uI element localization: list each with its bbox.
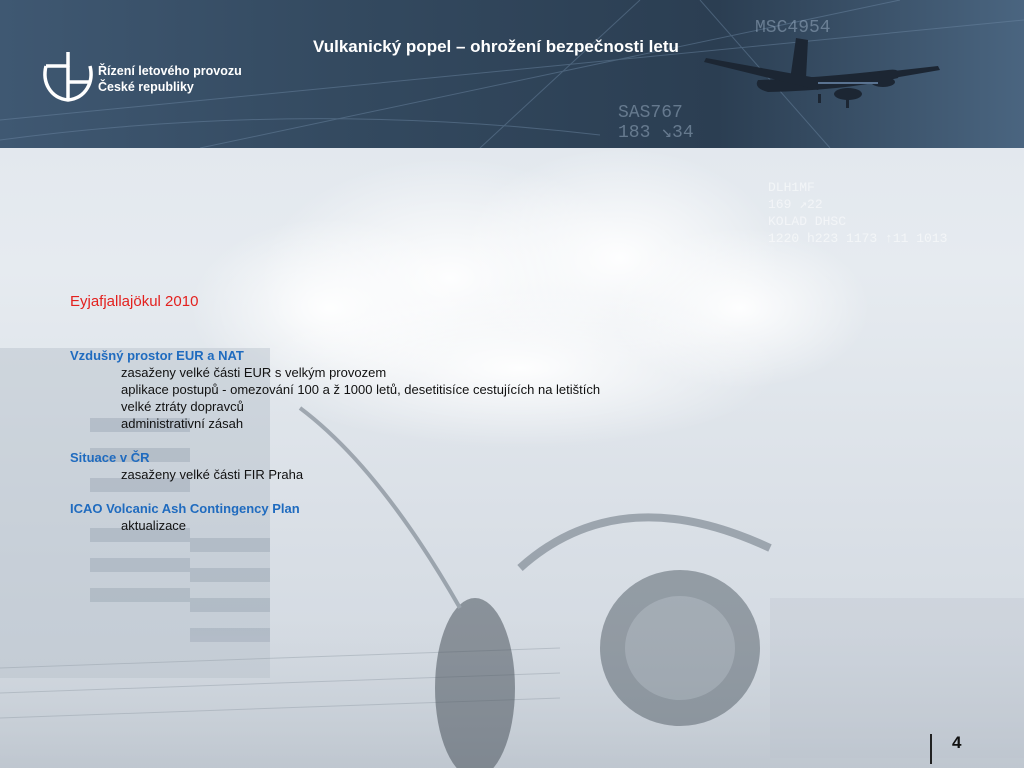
section-cr [70, 449, 770, 483]
list-item: administrativní zásah [121, 416, 244, 431]
svg-text:MSC4954: MSC4954 [755, 18, 831, 38]
rlp-logo-icon [40, 48, 96, 104]
logo-line-2: České republiky [98, 80, 194, 94]
svg-text:KOLAD DHSC: KOLAD DHSC [768, 214, 847, 229]
logo-line-1: Řízení letového provozu [98, 64, 242, 78]
svg-text:1220 h223 1173 ↑11 1013: 1220 h223 1173 ↑11 1013 [768, 231, 948, 246]
airplane-icon [698, 30, 943, 110]
header-banner [0, 0, 1024, 148]
slide-title: Vulkanický popel – ohrožení bezpečnosti letu [313, 37, 679, 56]
svg-text:SAS767: SAS767 [618, 103, 683, 123]
logo-text [98, 63, 242, 95]
list-item: zasaženy velké části EUR s velkým provozem [121, 365, 387, 380]
section-icao [70, 500, 770, 534]
section-eur-nat [70, 347, 770, 432]
list-item: velké ztráty dopravců [121, 399, 244, 414]
list-item: zasaženy velké části FIR Praha [121, 467, 304, 482]
section-title: Vzdušný prostor EUR a NAT [70, 348, 244, 363]
page-number: 4 [952, 733, 962, 752]
list-item: aplikace postupů - omezování 100 a ž 1000 letů, desetitisíce cestujících na letištích [121, 382, 601, 397]
section-title: ICAO Volcanic Ash Contingency Plan [70, 501, 300, 516]
section-title: Situace v ČR [70, 450, 150, 465]
list-item: aktualizace [121, 518, 187, 533]
slide-content [70, 293, 770, 551]
page-number-divider [930, 734, 932, 764]
volcano-heading: Eyjafjallajökul 2010 [70, 293, 199, 310]
svg-text:183 ↘34: 183 ↘34 [618, 123, 694, 143]
svg-text:DLH1MF: DLH1MF [768, 180, 815, 195]
svg-text:169 ↗22: 169 ↗22 [768, 197, 823, 212]
